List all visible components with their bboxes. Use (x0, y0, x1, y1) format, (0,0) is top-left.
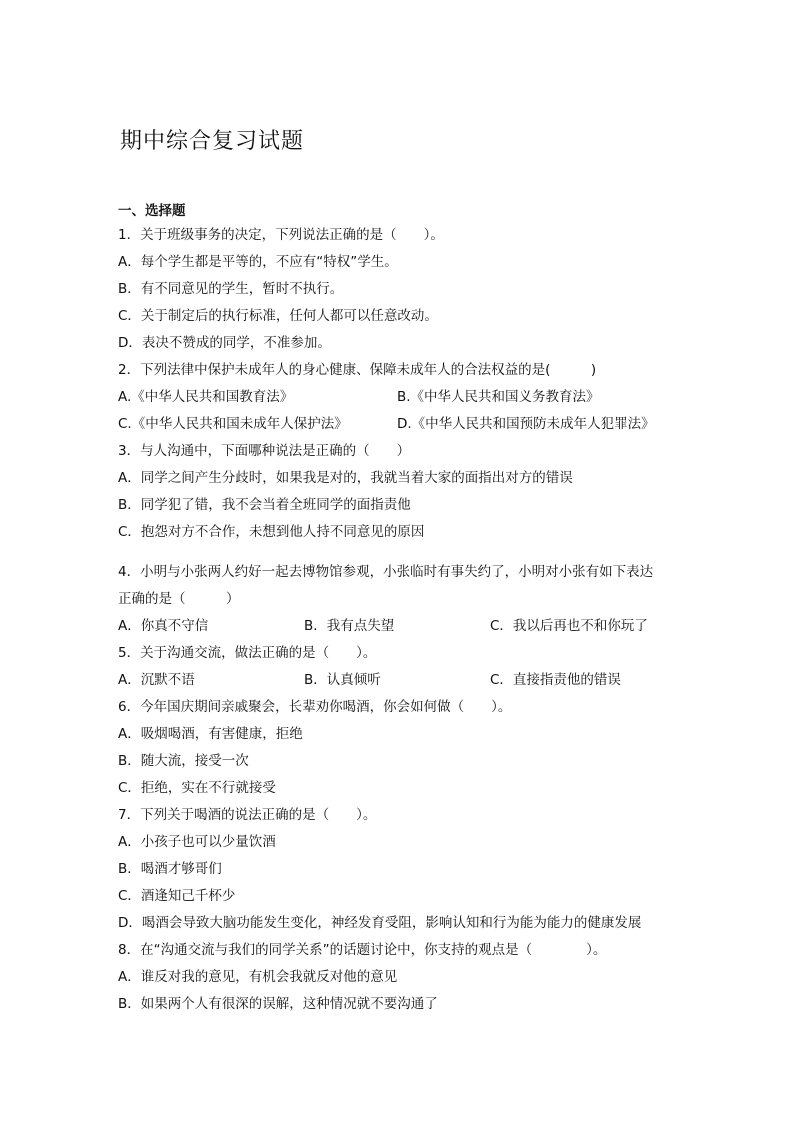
question-5 (118, 640, 718, 694)
question-4 (118, 559, 718, 640)
question-2 (118, 357, 718, 438)
option-b: B．我有点失望 (304, 618, 395, 634)
question-stem: 5．关于沟通交流，做法正确的是（ ）。 (118, 645, 377, 661)
question-7 (118, 802, 718, 937)
option-b: B.《中华人民共和国义务教育法》 (397, 389, 600, 405)
question-stem: 6．今年国庆期间亲戚聚会，长辈劝你喝酒，你会如何做（ ）。 (118, 699, 512, 715)
question-stem: 4．小明与小张两人约好一起去博物馆参观，小张临时有事失约了，小明对小张有如下表达 (118, 564, 654, 580)
option-b: B．喝酒才够哥们 (118, 861, 222, 877)
question-3 (118, 438, 718, 546)
option-c: C．抱怨对方不合作，未想到他人持不同意见的原因 (118, 524, 425, 540)
section-heading: 一、选择题 (118, 203, 186, 219)
option-c: C.《中华人民共和国未成年人保护法》 (118, 416, 348, 432)
option-a: A．谁反对我的意见，有机会我就反对他的意见 (118, 969, 398, 985)
option-c: C．酒逢知己千杯少 (118, 888, 236, 904)
options-row (118, 667, 718, 694)
question-6 (118, 694, 718, 802)
question-stem-continued: 正确的是（ ） (118, 591, 240, 607)
option-a: A．每个学生都是平等的，不应有“特权”学生。 (118, 254, 398, 270)
option-a: A.《中华人民共和国教育法》 (118, 389, 294, 405)
options-row (118, 613, 718, 640)
option-a: A．小孩子也可以少量饮酒 (118, 834, 276, 850)
option-c: C．直接指责他的错误 (490, 672, 621, 688)
question-stem: 8．在“沟通交流与我们的同学关系”的话题讨论中，你支持的观点是（ ）。 (118, 942, 607, 958)
question-1 (118, 222, 718, 357)
question-8 (118, 937, 718, 1018)
options-row (118, 384, 718, 411)
options-row (118, 411, 718, 438)
option-a: A．吸烟喝酒，有害健康，拒绝 (118, 726, 303, 742)
option-b: B．如果两个人有很深的误解，这种情况就不要沟通了 (118, 996, 438, 1012)
option-d: D.《中华人民共和国预防未成年人犯罪法》 (397, 416, 655, 432)
option-c: C．我以后再也不和你玩了 (490, 618, 648, 634)
option-d: D．喝酒会导致大脑功能发生变化，神经发育受阻，影响认知和行为能为能力的健康发展 (118, 915, 642, 931)
question-stem: 1．关于班级事务的决定，下列说法正确的是（ ）。 (118, 227, 444, 243)
option-b: B．认真倾听 (304, 672, 381, 688)
option-b: B．有不同意见的学生，暂时不执行。 (118, 281, 344, 297)
question-stem: 7．下列关于喝酒的说法正确的是（ ）。 (118, 807, 377, 823)
option-c: C．拒绝，实在不行就接受 (118, 780, 276, 796)
option-d: D．表决不赞成的同学，不准参加。 (118, 335, 331, 351)
page-title: 期中综合复习试题 (120, 129, 305, 154)
option-b: B．随大流，接受一次 (118, 753, 249, 769)
question-stem: 2．下列法律中保护未成年人的身心健康、保障未成年人的合法权益的是( ) (118, 362, 597, 378)
option-b: B．同学犯了错，我不会当着全班同学的面指责他 (118, 497, 411, 513)
option-a: A．沉默不语 (118, 672, 195, 688)
option-a: A．你真不守信 (118, 618, 209, 634)
exam-content (118, 201, 718, 1018)
option-a: A．同学之间产生分歧时，如果我是对的，我就当着大家的面指出对方的错误 (118, 470, 573, 486)
option-c: C．关于制定后的执行标准，任何人都可以任意改动。 (118, 308, 438, 324)
question-stem: 3．与人沟通中，下面哪种说法是正确的（ ） (118, 443, 411, 459)
